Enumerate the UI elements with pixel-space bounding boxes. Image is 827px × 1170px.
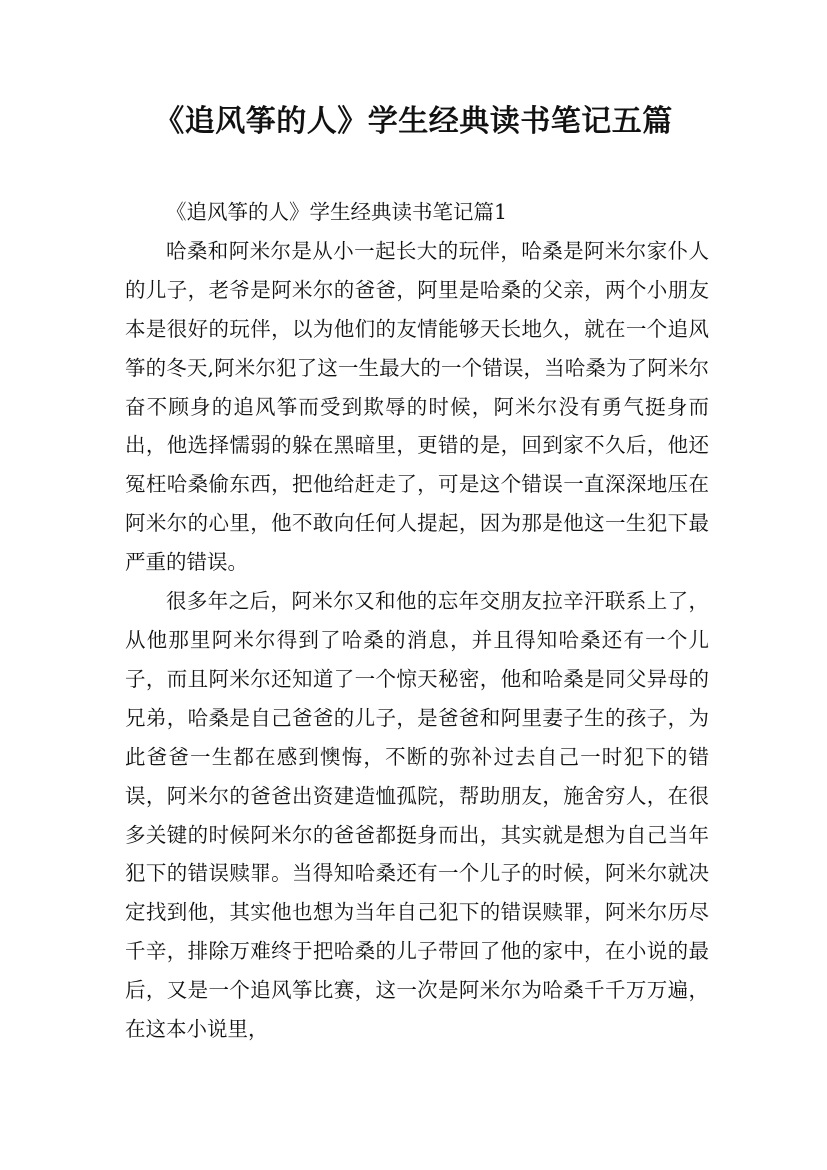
section-heading: 《追风筝的人》学生经典读书笔记篇1 (166, 200, 508, 224)
document-title: 《追风筝的人》学生经典读书笔记五篇 (154, 104, 673, 139)
document-body (125, 193, 709, 1049)
paragraph-2: 很多年之后，阿米尔又和他的忘年交朋友拉辛汗联系上了，从他那里阿米尔得到了哈桑的消息，并且得知哈桑还有一个儿子，而且阿米尔还知道了一个惊天秘密，他和哈桑是同父异母的兄弟，哈桑是自己爸爸的儿子，是爸爸和阿里妻子生的孩子，为此爸爸一生都在感到懊悔，不断的弥补过去自己一时犯下的错误，阿米尔的爸爸出资建造恤孤院，帮助朋友，施舍穷人，在很多关键的时候阿米尔的爸爸都挺身而出，其实就是想为自己当年犯下的错误赎罪。当得知哈桑还有一个儿子的时候，阿米尔就决定找到他，其实他也想为当年自己犯下的错误赎罪，阿米尔历尽千辛，排除万难终于把哈桑的儿子带回了他的家中，在小说的最后，又是一个追风筝比赛，这一次是阿米尔为哈桑千千万万遍，在这本小说里， (125, 589, 709, 1042)
paragraph-1: 哈桑和阿米尔是从小一起长大的玩伴，哈桑是阿米尔家仆人的儿子，老爷是阿米尔的爸爸，阿里是哈桑的父亲，两个小朋友本是很好的玩伴，以为他们的友情能够天长地久，就在一个追风筝的冬天,阿米尔犯了这一生最大的一个错误，当哈桑为了阿米尔奋不顾身的追风筝而受到欺辱的时候，阿米尔没有勇气挺身而出，他选择懦弱的躲在黑暗里，更错的是，回到家不久后，他还冤枉哈桑偷东西，把他给赶走了，可是这个错误一直深深地压在阿米尔的心里，他不敢向任何人提起，因为那是他这一生犯下最严重的错误。 (125, 238, 709, 575)
